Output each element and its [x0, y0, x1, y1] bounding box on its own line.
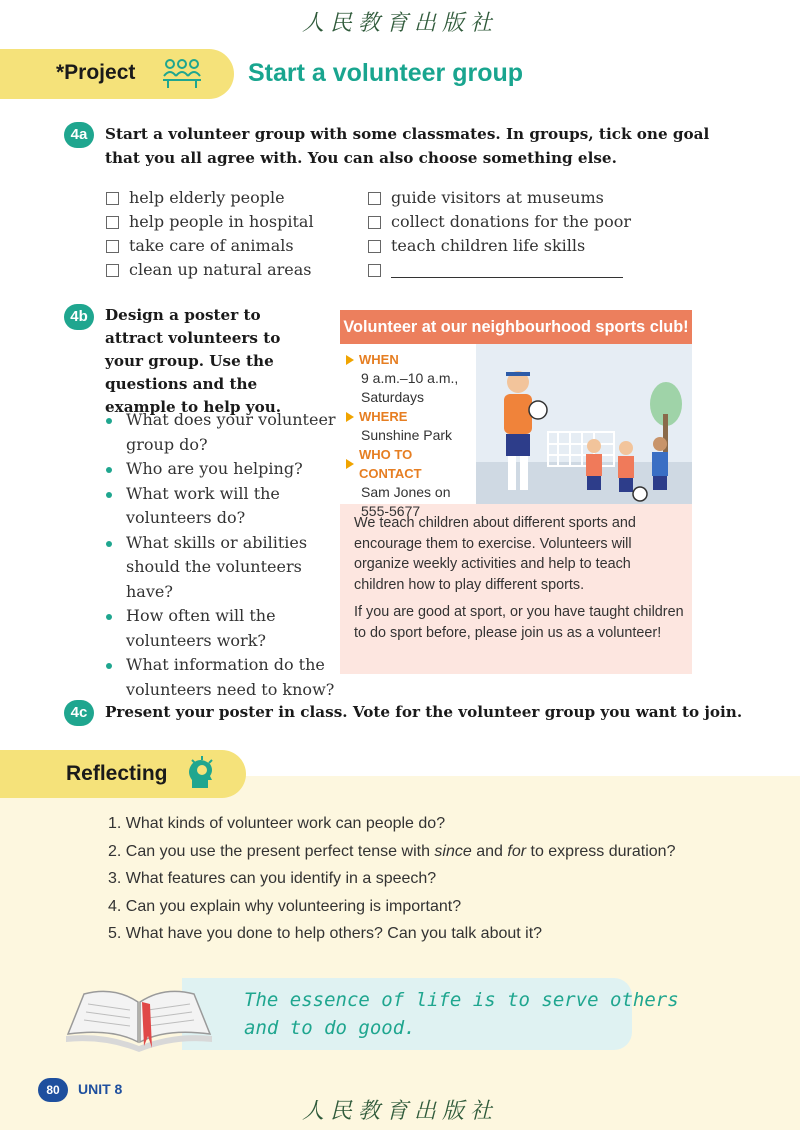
bullet-icon	[106, 467, 112, 473]
list-item: 1. What kinds of volunteer work can people do?	[108, 815, 446, 832]
example-poster	[340, 310, 692, 674]
lightbulb-head-icon	[186, 754, 216, 796]
goal-label: help elderly people	[129, 188, 285, 207]
checkbox[interactable]	[106, 192, 119, 205]
task-4c-badge: 4c	[64, 700, 94, 726]
goal-label: teach children life skills	[391, 236, 586, 255]
goals-left-column	[106, 186, 314, 282]
custom-goal-line[interactable]	[391, 263, 623, 278]
goals-right-column	[368, 186, 631, 282]
where-value: Sunshine Park	[361, 427, 453, 443]
goal-option[interactable]	[368, 210, 631, 234]
list-item: 4. Can you explain why volunteering is important?	[108, 897, 462, 915]
poster-details	[346, 350, 476, 521]
arrow-icon	[346, 412, 354, 422]
bullet-icon	[106, 663, 112, 669]
checkbox[interactable]	[106, 240, 119, 253]
publisher-footer: 人民教育出版社	[301, 1099, 498, 1124]
goal-option[interactable]	[106, 186, 314, 210]
goal-option[interactable]	[106, 210, 314, 234]
checkbox[interactable]	[106, 264, 119, 277]
goal-label: help people in hospital	[129, 212, 314, 231]
contact-label: WHO TO CONTACT	[346, 445, 476, 483]
arrow-icon	[346, 459, 354, 469]
goal-option[interactable]	[106, 234, 314, 258]
page-number: 80	[38, 1078, 68, 1102]
poster-paragraph-2: If you are good at sport, or you have taught children to do sport before, please join us as a volunteer!	[354, 604, 684, 641]
bullet-icon	[106, 541, 112, 547]
reflecting-list	[108, 810, 768, 948]
poster-info-panel	[340, 344, 476, 519]
list-item: 3. What features can you identify in a speech?	[108, 870, 437, 887]
list-item: How often will the volunteers work?	[104, 604, 336, 653]
goal-label: collect donations for the poor	[391, 212, 632, 231]
where-label: WHERE	[346, 407, 476, 426]
goal-option[interactable]	[106, 258, 314, 282]
group-people-icon	[160, 58, 204, 94]
poster-heading: Volunteer at our neighbourhood sports club!	[340, 310, 692, 344]
goal-option[interactable]	[368, 234, 631, 258]
task-4a-badge: 4a	[64, 122, 94, 148]
list-item: What work will the volunteers do?	[104, 482, 336, 531]
arrow-icon	[346, 355, 354, 365]
question-list	[104, 408, 336, 702]
when-value: 9 a.m.–10 a.m., Saturdays	[361, 370, 459, 405]
list-item: 2. Can you use the present perfect tense with since and for to express duration?	[108, 842, 676, 860]
when-label: WHEN	[346, 350, 476, 369]
list-item: What skills or abilities should the volunteers have?	[104, 531, 336, 605]
coach-children-illustration	[476, 344, 692, 504]
bullet-icon	[106, 418, 112, 424]
list-item: What does your volunteer group do?	[104, 408, 336, 457]
goal-option-custom[interactable]	[368, 258, 631, 282]
bullet-icon	[106, 492, 112, 498]
list-item: Who are you helping?	[104, 457, 336, 482]
bullet-icon	[106, 614, 112, 620]
list-item: What information do the volunteers need to know?	[104, 653, 336, 702]
task-4b-badge: 4b	[64, 304, 94, 330]
checkbox[interactable]	[368, 216, 381, 229]
contact-value: Sam Jones on 555-5677	[361, 484, 451, 519]
task-4c-instruction: Present your poster in class. Vote for the volunteer group you want to join.	[105, 703, 743, 721]
publisher-header: 人民教育出版社	[301, 11, 498, 36]
task-4b-instruction: Design a poster to attract volunteers to your group. Use the questions and the example to help you.	[105, 306, 282, 416]
project-label: *Project	[56, 61, 136, 84]
open-book-icon	[64, 976, 214, 1060]
goal-label: guide visitors at museums	[391, 188, 604, 207]
unit-label: UNIT 8	[78, 1081, 123, 1097]
quote-text: The essence of life is to serve others and to do good.	[244, 989, 679, 1039]
project-title: Start a volunteer group	[248, 59, 524, 87]
checkbox[interactable]	[368, 192, 381, 205]
checkbox[interactable]	[368, 264, 381, 277]
poster-paragraph-1: We teach children about different sports and encourage them to exercise. Volunteers will organize weekly activities and help to teach children how to play different sports.	[354, 515, 636, 593]
checkbox[interactable]	[368, 240, 381, 253]
list-item: 5. What have you done to help others? Can you talk about it?	[108, 925, 543, 942]
task-4a-instruction: Start a volunteer group with some classmates. In groups, tick one goal that you all agree with. You can also choose something else.	[105, 125, 710, 167]
goal-label: take care of animals	[129, 236, 294, 255]
reflecting-title: Reflecting	[66, 762, 168, 785]
goal-option[interactable]	[368, 186, 631, 210]
goal-label: clean up natural areas	[129, 260, 312, 279]
checkbox[interactable]	[106, 216, 119, 229]
